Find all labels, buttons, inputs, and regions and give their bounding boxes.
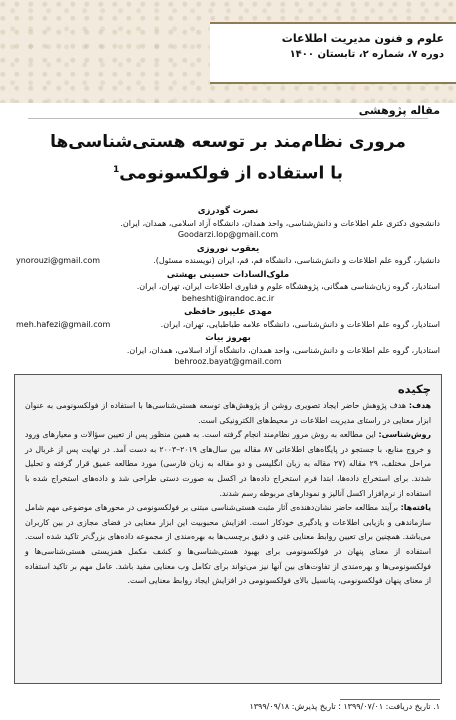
author-email[interactable]: Goodarzi.lop@gmail.com [177, 230, 279, 239]
author-name: نصرت گودرزی [197, 206, 259, 216]
author-name: ملوک‌السادات حسینی بهشتی [166, 269, 290, 280]
author-block [16, 270, 440, 305]
author-affiliation: دانشجوی دکتری علم اطلاعات و دانش‌شناسی، واحد همدان، دانشگاه آزاد اسلامی، همدان، ایران. [120, 218, 440, 228]
footnote-dates: ۱. تاریخ دریافت: ۱۳۹۹/۰۷/۰۱ ؛ تاریخ پذیرش: ۱۳۹۹/۰۹/۱۸ [249, 702, 440, 711]
abstract-box [14, 374, 442, 684]
footnote-divider [340, 699, 440, 700]
journal-header [0, 0, 456, 103]
footnote-marker[interactable]: 1 [112, 165, 120, 175]
abstract-heading: چکیده [397, 382, 431, 396]
author-block [16, 333, 440, 368]
journal-info-box [210, 22, 456, 84]
author-block [16, 206, 440, 241]
author-email[interactable]: meh.hafezi@gmail.com [16, 319, 111, 329]
abstract-findings: یافته‌ها: برآیند مطالعه حاضر نشان‌دهنده‌ی آثار مثبت هستی‌شناسی مبتنی بر فولکسونومی در محورهای موضوعی مهم شامل سازماندهی و بازیابی اطلاعات و یادگیری خودکار است. افزایش محبوبیت این ابزار معنایی در فضای مجازی در بین کاربران می‌باشد. همچنین برای تعیین روابط معنایی غنی و دقیق برچسب‌ها به بهره‌مندی از مجموعه داده‌های بزرگ‌تر تاکید شده است. استفاده از معنای پنهان در فولکسونومی برای بهبود هستی‌شناسی‌ها و کشف مکمل همزیستی هستی‌شناسی‌ها و فولکسونومی‌ها و بهره‌مندی از تفاوت‌های بین آنها نیز می‌تواند برای تکامل وب معنایی مفید باشد. عامل مهم بر تاکید استفاده از معنای پنهان فولکسونومی، پتانسیل بالای فولکسونومی در افزایش ایجاد روابط معنایی است. [25, 503, 431, 586]
author-name: مهدی علیپور حافظی [184, 307, 272, 317]
divider [28, 118, 428, 119]
article-type: مقاله پژوهشی [358, 104, 440, 117]
author-name: بهروز بیات [205, 333, 251, 343]
title-line-1: مروری نظام‌مند بر توسعه هستی‌شناسی‌ها [50, 132, 406, 152]
abstract-goal: هدف: هدف پژوهش حاضر ایجاد تصویری روشن از پژوهش‌های توسعه هستی‌شناسی‌ها با استفاده از فولکسونومی به عنوان ابزار معنایی در راستای مدیریت اطلاعات در محیط‌های الکترونیکی است. [25, 401, 432, 425]
journal-issue: دوره ۷، شماره ۲، تابستان ۱۴۰۰ [289, 49, 444, 60]
author-name: یعقوب نوروزی [196, 243, 260, 254]
author-block [16, 244, 440, 267]
article-title [20, 128, 436, 188]
author-email[interactable]: beheshti@irandoc.ac.ir [181, 293, 275, 303]
author-affiliation: دانشیار، گروه علم اطلاعات و دانش‌شناسی، دانشگاه قم، قم، ایران (نویسنده مسئول). [153, 256, 440, 265]
author-email[interactable]: behrooz.bayat@gmail.com [174, 357, 282, 366]
abstract-method: روش‌شناسی: این مطالعه به روش مرور نظام‌مند انجام گرفته است. به همین منظور پس از تعیین سؤالات و معیارهای ورود و خروج منابع، با جستجو در پایگاه‌های اطلاعاتی ۸۷ مقاله بین سال‌های ۲۰۱۹–۲۰۰۳ به دست آمد. در نهایت پس از غربال در مراحل مختلف، ۲۹ مقاله (۲۷ مقاله به زبان انگلیسی و دو مقاله به زبان فارسی) مورد مطالعه عمیق قرار گرفته و تحلیل شدند. برای استخراج داده‌ها، ابتدا فرم استخراج داده‌ها در اکسل به صورت دستی طراحی شد و داده‌های استخراج شده با استفاده از نرم‌افزار اکسل آنالیز و نمودارهای مربوطه رسم شدند. [25, 430, 431, 498]
author-affiliation: استادیار، گروه زبان‌شناسی همگانی، پژوهشگاه علوم و فناوری اطلاعات ایران، تهران، ایران. [136, 282, 440, 291]
author-email[interactable]: ynorouzi@gmail.com [16, 256, 101, 265]
journal-name: علوم و فنون مدیریت اطلاعات [281, 32, 444, 45]
author-affiliation: استادیار، گروه علم اطلاعات و دانش‌شناسی، دانشگاه علامه طباطبایی، تهران، ایران. [160, 319, 440, 329]
author-block [16, 307, 440, 330]
author-list [16, 206, 440, 371]
author-affiliation: استادیار، گروه علم اطلاعات و دانش‌شناسی، واحد همدان، دانشگاه آزاد اسلامی، همدان، ایران. [126, 345, 440, 355]
title-line-2: با استفاده از فولکسونومی$^1$ [112, 163, 344, 184]
